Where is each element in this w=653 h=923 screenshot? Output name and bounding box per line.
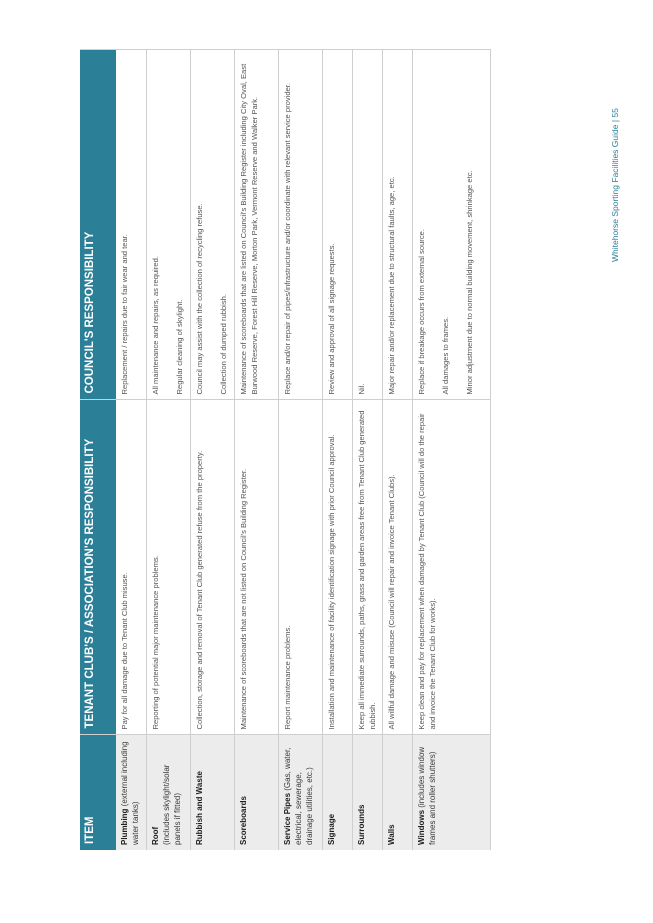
header-item: ITEM: [80, 735, 116, 850]
tenant-cell: Keep clean and pay for replacement when damaged by Tenant Club (Council will do the repair and invoice the Tenant Club for works).: [412, 400, 490, 735]
header-tenant: TENANT CLUB'S / ASSOCIATION'S RESPONSIBILITY: [80, 400, 116, 735]
item-cell: Plumbing (external including water tanks): [116, 735, 146, 850]
page-footer: Whitehorse Sporting Facilities Guide | 55: [610, 108, 620, 262]
table-row: [146, 50, 190, 850]
council-cell: Replacement / repairs due to fair wear and tear.: [116, 50, 146, 400]
table-row: [116, 50, 146, 850]
council-cell: Review and approval of all signage requests.: [322, 50, 352, 400]
tenant-cell: Collection, storage and removal of Tenant Club generated refuse from the property.: [190, 400, 234, 735]
tenant-cell: Pay for all damage due to Tenant Club misuse.: [116, 400, 146, 735]
header-row: [80, 50, 116, 850]
table-row: [352, 50, 382, 850]
tenant-cell: Reporting of potential major maintenance problems.: [146, 400, 190, 735]
item-cell: Walls: [382, 735, 412, 850]
item-cell: Service Pipes (Gas, water, electrical, sewerage, drainage utilities, etc.): [278, 735, 322, 850]
council-cell: All maintenance and repairs, as required. Regular cleaning of skylight.: [146, 50, 190, 400]
tenant-cell: All willful damage and misuse (Council will repair and invoice Tenant Clubs).: [382, 400, 412, 735]
rotated-page: [80, 50, 510, 850]
item-cell: Surrounds: [352, 735, 382, 850]
table-row: [278, 50, 322, 850]
tenant-cell: Maintenance of scoreboards that are not listed on Council's Building Register.: [234, 400, 278, 735]
tenant-cell: Installation and maintenance of facility identification signage with prior Council approval.: [322, 400, 352, 735]
table-row: [234, 50, 278, 850]
council-cell: Major repair and/or replacement due to structural faults, age, etc.: [382, 50, 412, 400]
item-cell: Scoreboards: [234, 735, 278, 850]
tenant-cell: Keep all immediate surrounds, paths, grass and garden areas free from Tenant Club generated rubbish.: [352, 400, 382, 735]
council-cell: Maintenance of scoreboards that are listed on Council's Building Register including City Oval, East Burwood Reserve, Forest Hill Reserve, Morton Park, Vermont Reserve and Walker Park.: [234, 50, 278, 400]
table-row: [382, 50, 412, 850]
responsibility-table: [80, 50, 491, 851]
item-cell: Rubbish and Waste: [190, 735, 234, 850]
council-cell: Replace and/or repair of pipes/infrastructure and/or coordinate with relevant service provider.: [278, 50, 322, 400]
table-row: [322, 50, 352, 850]
item-cell: Signage: [322, 735, 352, 850]
table-row: [412, 50, 490, 850]
council-cell: Replace if breakage occurs from external source. All damages to frames. Minor adjustment due to normal building movement, shrinkage etc.: [412, 50, 490, 400]
council-cell: Nil.: [352, 50, 382, 400]
council-cell: Council may assist with the collection of recycling refuse. Collection of dumped rubbish.: [190, 50, 234, 400]
item-cell: Windows (includes window frames and roller shutters): [412, 735, 490, 850]
table-row: [190, 50, 234, 850]
tenant-cell: Report maintenance problems.: [278, 400, 322, 735]
header-council: COUNCIL'S RESPONSIBILITY: [80, 50, 116, 400]
item-cell: Roof (includes skylight/solar panels if fitted): [146, 735, 190, 850]
